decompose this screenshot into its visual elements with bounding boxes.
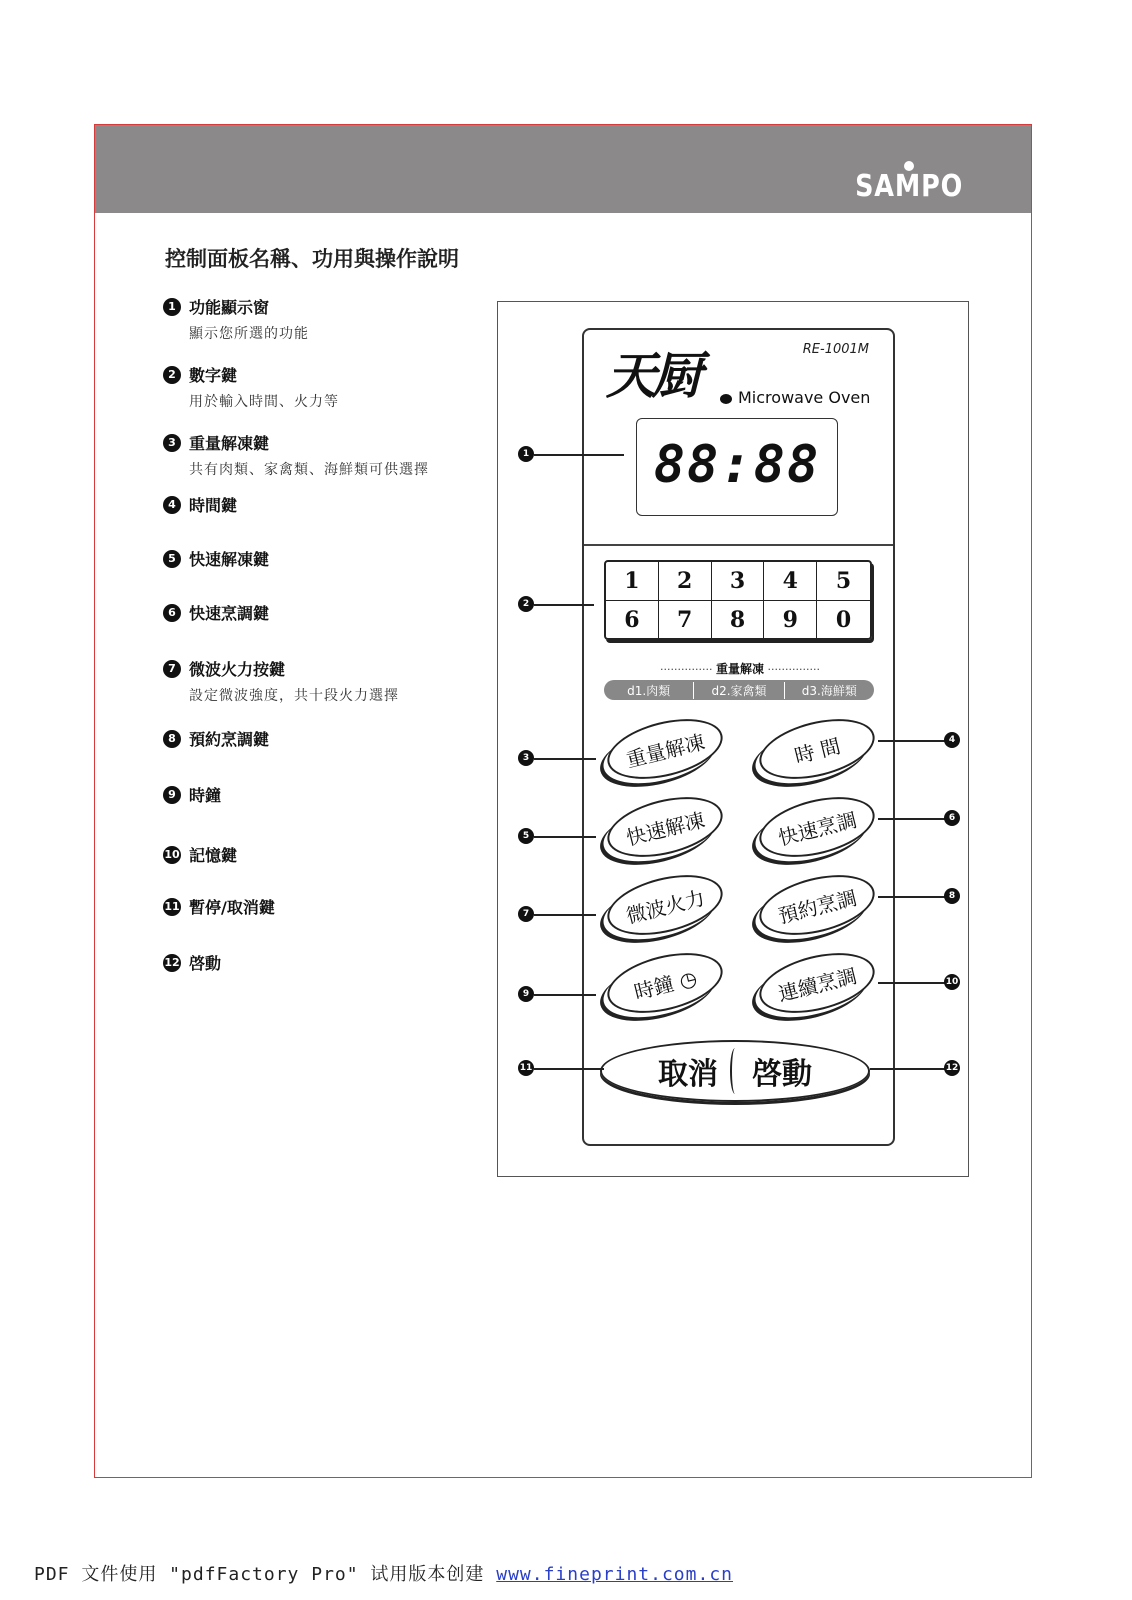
callout-line: [878, 982, 946, 984]
number-keypad: [604, 560, 872, 640]
callout-line: [534, 604, 594, 606]
number-badge: 2: [163, 366, 181, 384]
footer-link[interactable]: www.fineprint.com.cn: [496, 1564, 733, 1585]
control-panel: [582, 328, 895, 1146]
number-badge: 8: [163, 730, 181, 748]
list-item: [163, 657, 399, 705]
clock-button[interactable]: 時鐘 ◷: [601, 943, 729, 1024]
number-badge: 10: [163, 846, 181, 864]
defrost-heading: ··············· 重量解凍 ···············: [660, 662, 820, 676]
number-badge: 3: [163, 434, 181, 452]
key-6[interactable]: 6: [606, 600, 659, 638]
callout-number: 10: [944, 974, 960, 990]
list-item: [163, 601, 269, 624]
item-title: 微波火力按鍵: [189, 660, 286, 679]
key-0[interactable]: 0: [817, 600, 870, 638]
time-button[interactable]: 時 間: [753, 709, 881, 790]
pdf-footer: [34, 1560, 733, 1586]
bullet-icon: [720, 394, 732, 404]
list-item: [163, 843, 237, 866]
item-title: 時鐘: [189, 786, 222, 805]
model-number: RE-1001M: [802, 342, 869, 357]
preset-cook-button[interactable]: 預約烹調: [753, 865, 881, 946]
callout-line: [878, 740, 946, 742]
item-title: 暫停/取消鍵: [189, 898, 275, 917]
item-title: 數字鍵: [189, 366, 238, 385]
key-7[interactable]: 7: [659, 600, 712, 638]
callout-line: [878, 896, 946, 898]
key-1[interactable]: 1: [606, 562, 659, 600]
page-frame: [94, 124, 1032, 1478]
callout-number: 7: [518, 906, 534, 922]
defrost-option-seafood: d3.海鮮類: [801, 683, 857, 698]
control-panel-diagram: [497, 301, 969, 1177]
item-title: 重量解凍鍵: [189, 434, 270, 453]
start-button[interactable]: 啓動: [752, 1057, 812, 1092]
key-4[interactable]: 4: [764, 562, 817, 600]
list-item: [163, 493, 237, 516]
cancel-button[interactable]: 取消: [658, 1057, 718, 1092]
item-desc: 共有肉類、家禽類、海鮮類可供選擇: [189, 462, 429, 478]
list-item: [163, 951, 221, 974]
item-title: 功能顯示窗: [189, 298, 270, 317]
list-item: [163, 783, 221, 806]
callout-number: 2: [518, 596, 534, 612]
footer-text: PDF 文件使用 "pdfFactory Pro" 试用版本创建: [34, 1564, 497, 1585]
list-item: [163, 895, 275, 918]
item-desc: 設定微波強度，共十段火力選擇: [189, 688, 399, 704]
callout-number: 12: [944, 1060, 960, 1076]
display-readout: 88:88: [653, 435, 821, 495]
product-logo: 天厨: [606, 346, 698, 405]
callout-line: [878, 818, 946, 820]
weight-defrost-button[interactable]: 重量解凍: [601, 709, 729, 790]
callout-line: [534, 454, 624, 456]
list-item: [163, 727, 269, 750]
defrost-option-meat: d1.肉類: [604, 682, 694, 699]
button-separator: [730, 1048, 740, 1094]
callout-number: 3: [518, 750, 534, 766]
item-title: 記憶鍵: [189, 846, 238, 865]
quick-defrost-button[interactable]: 快速解凍: [601, 787, 729, 868]
key-9[interactable]: 9: [764, 600, 817, 638]
key-3[interactable]: 3: [712, 562, 765, 600]
defrost-options: [604, 680, 874, 700]
callout-number: 5: [518, 828, 534, 844]
defrost-option-poultry: d2.家禽類: [694, 682, 784, 699]
callout-line: [870, 1068, 946, 1070]
product-subtitle: Microwave Oven: [738, 388, 871, 407]
callout-line: [534, 914, 596, 916]
item-title: 時間鍵: [189, 496, 238, 515]
callout-number: 6: [944, 810, 960, 826]
callout-number: 4: [944, 732, 960, 748]
key-2[interactable]: 2: [659, 562, 712, 600]
defrost-title: 重量解凍: [715, 662, 764, 676]
number-badge: 1: [163, 298, 181, 316]
key-8[interactable]: 8: [712, 600, 765, 638]
callout-number: 9: [518, 986, 534, 1002]
item-title: 快速解凍鍵: [189, 550, 270, 569]
number-badge: 9: [163, 786, 181, 804]
microwave-power-button[interactable]: 微波火力: [601, 865, 729, 946]
quick-cook-button[interactable]: 快速烹調: [753, 787, 881, 868]
key-5[interactable]: 5: [835, 568, 852, 594]
callout-number: 8: [944, 888, 960, 904]
number-badge: 12: [163, 954, 181, 972]
list-item: [163, 363, 339, 411]
list-item: [163, 295, 309, 343]
list-item: [163, 431, 429, 479]
callout-line: [534, 1068, 604, 1070]
number-badge: 6: [163, 604, 181, 622]
item-desc: 用於輸入時間、火力等: [189, 394, 339, 410]
header-bar: [95, 125, 1031, 213]
page-title: 控制面板名稱、功用與操作說明: [165, 247, 459, 271]
callout-line: [534, 758, 596, 760]
callout-number: 11: [518, 1060, 534, 1076]
number-badge: 11: [163, 898, 181, 916]
item-title: 啓動: [189, 954, 222, 973]
number-badge: 5: [163, 550, 181, 568]
item-title: 快速烹調鍵: [189, 604, 270, 623]
memory-button[interactable]: 連續烹調: [753, 943, 881, 1024]
brand-logo: SAMPO: [854, 169, 963, 204]
callout-line: [534, 994, 596, 996]
cancel-start-button: [600, 1040, 870, 1102]
panel-divider: [584, 544, 893, 546]
callout-line: [534, 836, 596, 838]
item-title: 預約烹調鍵: [189, 730, 270, 749]
item-desc: 顯示您所選的功能: [189, 326, 309, 342]
number-badge: 4: [163, 496, 181, 514]
list-item: [163, 547, 269, 570]
callout-number: 1: [518, 446, 534, 462]
number-badge: 7: [163, 660, 181, 678]
function-display: [636, 418, 838, 516]
